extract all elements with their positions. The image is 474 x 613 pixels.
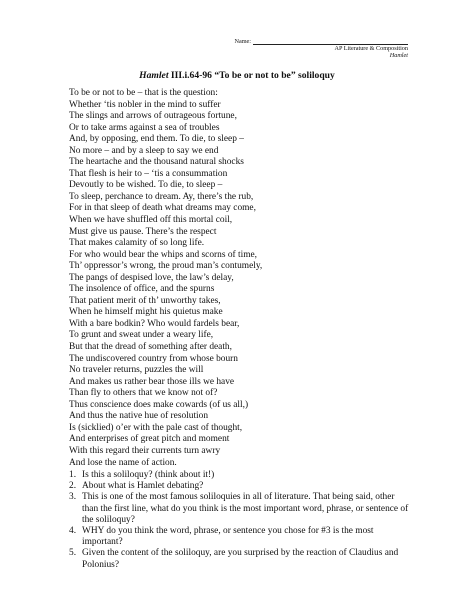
question-item (69, 481, 409, 492)
question-text: Is this a soliloquy? (think about it!) (82, 470, 215, 480)
poem-line: And makes us rather bear those ills we have (69, 376, 235, 387)
question-text: About what is Hamlet debating? (82, 481, 204, 492)
poem-line: Thus conscience does make cowards (of us all,) (69, 399, 249, 410)
poem-line: Whether ‘tis nobler in the mind to suffer (69, 99, 221, 110)
page-title (0, 70, 474, 82)
poem-line: No traveler returns, puzzles the will (69, 365, 204, 376)
title-play-name: Hamlet (139, 70, 169, 81)
poem-line: And lose the name of action. (69, 457, 177, 468)
poem-line: That makes calamity of so long life. (69, 238, 205, 249)
poem-line: And thus the native hue of resolution (69, 411, 209, 422)
poem-line: That patient merit of th’ unworthy takes, (69, 295, 221, 306)
question-number: 5. (69, 548, 77, 559)
poem-line: When he himself might his quietus make (69, 307, 223, 318)
poem-line: Th’ oppressor’s wrong, the proud man’s contumely, (69, 261, 263, 272)
question-number: 1. (69, 470, 77, 480)
question-list (69, 470, 409, 571)
poem-line: Or to take arms against a sea of troubles (69, 122, 220, 133)
question-item (69, 548, 409, 570)
question-text: This is one of the most famous soliloquies in all of literature. That being said, other than the first line, what do you think is the most important word, phrase, or sentence of the soliloquy? (82, 492, 409, 525)
poem-line: For who would bear the whips and scorns of time, (69, 249, 257, 260)
poem-line: But that the dread of something after death, (69, 342, 232, 353)
poem-line: With a bare bodkin? Who would fardels bear, (69, 318, 240, 329)
poem-line: The slings and arrows of outrageous fortune, (69, 111, 237, 122)
question-text: Given the content of the soliloquy, are you surprised by the reaction of Claudius and Polonius? (82, 548, 399, 570)
poem-line: To be or not to be – that is the question: (69, 88, 218, 98)
question-item (69, 526, 409, 548)
question-number: 2. (69, 481, 77, 492)
title-rest: III.i.64-96 “To be or not to be” soliloquy (168, 70, 335, 81)
question-number: 3. (69, 492, 77, 503)
poem-line: Must give us pause. There’s the respect (69, 226, 217, 237)
name-label: Name: (234, 38, 251, 45)
poem-line: The undiscovered country from whose bourn (69, 353, 238, 364)
poem-line: And, by opposing, end them. To die, to sleep – (69, 134, 244, 145)
question-text: WHY do you think the word, phrase, or sentence you chose for #3 is the most important? (82, 526, 374, 548)
name-line (235, 38, 409, 45)
poem-line: The heartache and the thousand natural shocks (69, 157, 244, 168)
poem-line: Than fly to others that we know not of? (69, 388, 218, 399)
poem-line: No more – and by a sleep to say we end (69, 145, 219, 156)
poem-line: When we have shuffled off this mortal coil, (69, 215, 233, 226)
question-number: 4. (69, 526, 77, 537)
poem-line: With this regard their currents turn awry (69, 445, 221, 456)
poem-line: To grunt and sweat under a weary life, (69, 330, 214, 341)
question-item (69, 470, 409, 481)
poem-line: The insolence of office, and the spurns (69, 284, 215, 295)
poem-line: That flesh is heir to – ‘tis a consummation (69, 168, 228, 179)
soliloquy-text (69, 88, 262, 469)
page-header (235, 38, 409, 60)
poem-line: The pangs of despised love, the law’s delay, (69, 272, 234, 283)
unit-label: Hamlet (389, 52, 408, 60)
poem-line: And enterprises of great pitch and moment (69, 434, 230, 445)
question-item (69, 492, 409, 526)
poem-line: For in that sleep of death what dreams may come, (69, 203, 256, 214)
poem-line: Is (sicklied) o’er with the pale cast of thought, (69, 422, 243, 433)
poem-line: Devoutly to be wished. To die, to sleep – (69, 180, 223, 191)
name-blank-line (253, 38, 408, 45)
course-label: AP Literature & Composition (334, 45, 408, 53)
poem-line: To sleep, perchance to dream. Ay, there’s the rub, (69, 191, 254, 202)
